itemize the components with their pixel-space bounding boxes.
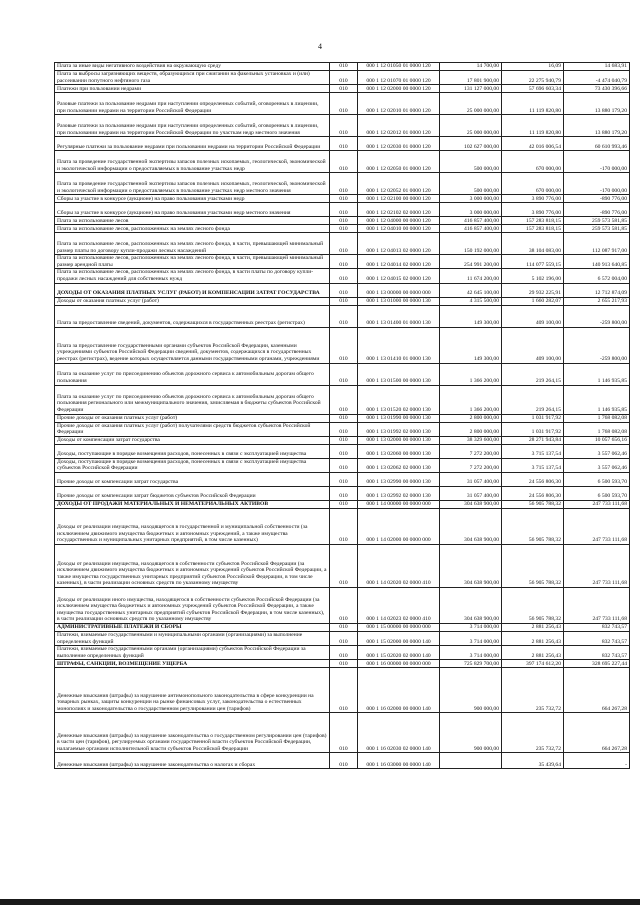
row-approved: 1 366 200,00	[440, 385, 502, 414]
row-unexecuted: 1 768 082,08	[564, 422, 630, 436]
table-row	[55, 500, 630, 508]
row-executed: 56 905 788,32	[502, 508, 564, 544]
table-row	[55, 283, 630, 297]
table-row	[55, 85, 630, 93]
row-approved: 304 638 900,00	[440, 508, 502, 544]
table-row	[55, 668, 630, 713]
row-name: Плата за предоставление государственными органами субъектов Российской Федерации, казенными учреждениями субъектов Российской Федерации сведений, документов, содержащихся в государственных реестрах (регистрах), ведение которых осуществляется данными государственными органами, учреждениями	[55, 327, 330, 363]
row-line-code: 010	[330, 422, 358, 436]
table-row	[55, 363, 630, 385]
table-row	[55, 713, 630, 753]
row-unexecuted: -4 474 040,79	[564, 71, 630, 85]
row-name: Денежные взыскания (штрафы) за нарушение антимонопольного законодательства в сфере конкуренции на товарных рынках, защиты конкуренции на рынке финансовых услуг, законодательства о естественных монополиях и законодательства о государственном регулировании цен (тарифов)	[55, 668, 330, 713]
row-name: Плата за использование лесов, расположенных на землях лесного фонда	[55, 225, 330, 233]
row-line-code: 010	[330, 646, 358, 660]
row-unexecuted: 832 743,57	[564, 631, 630, 645]
row-unexecuted: 140 913 640,85	[564, 255, 630, 269]
row-budget-code: 000 1 12 04015 02 0000 120	[358, 269, 440, 283]
row-name: Прочие доходы от компенсации затрат государства	[55, 472, 330, 486]
row-executed: 409 100,00	[502, 305, 564, 327]
row-budget-code: 000 1 12 01050 01 0000 120	[358, 63, 440, 71]
row-approved: 304 638 900,00	[440, 587, 502, 623]
row-budget-code: 000 1 13 02062 02 0000 130	[358, 458, 440, 472]
row-unexecuted: 664 267,28	[564, 668, 630, 713]
row-name: Доходы от реализации имущества, находящегося в государственной и муниципальной собственности (за исключением движимого имущества бюджетных и автономных учреждений, а также имущества государственных и муниципальных унитарных предприятий, в том числе казенных)	[55, 508, 330, 544]
row-approved: 2 800 000,00	[440, 414, 502, 422]
row-approved: 7 272 200,00	[440, 444, 502, 458]
table-row	[55, 173, 630, 195]
row-approved: 2 800 000,00	[440, 422, 502, 436]
row-budget-code: 000 1 13 01990 00 0000 130	[358, 414, 440, 422]
row-executed: 3 890 776,00	[502, 195, 564, 203]
row-executed: 235 732,72	[502, 668, 564, 713]
row-approved	[440, 753, 502, 769]
row-unexecuted: 3 557 062,46	[564, 444, 630, 458]
row-unexecuted: 6 572 004,00	[564, 269, 630, 283]
row-approved: 3 714 000,00	[440, 623, 502, 631]
row-approved: 3 000 000,00	[440, 195, 502, 203]
table-row	[55, 233, 630, 255]
row-executed: 29 932 225,91	[502, 283, 564, 297]
row-line-code: 010	[330, 283, 358, 297]
row-line-code: 010	[330, 63, 358, 71]
row-budget-code: 000 1 14 02020 02 0000 410	[358, 544, 440, 587]
row-name: Плата за выбросы загрязняющих веществ, образующихся при сжигании на факельных установках и (или) рассеивании попутного нефтяного газа	[55, 71, 330, 85]
scan-bottom-edge	[0, 899, 640, 905]
row-name: Плата за использование лесов, расположенных на землях лесного фонда, в части, превышающей минимальный размер платы по договору купли-продажи лесных насаждений	[55, 233, 330, 255]
table-row	[55, 587, 630, 623]
row-budget-code: 000 1 14 02000 00 0000 000	[358, 508, 440, 544]
row-line-code: 010	[330, 414, 358, 422]
row-line-code: 010	[330, 444, 358, 458]
row-unexecuted: 1 768 082,08	[564, 414, 630, 422]
row-line-code: 010	[330, 203, 358, 217]
row-line-code: 010	[330, 327, 358, 363]
row-name: Регулярные платежи за пользование недрами при пользовании недрами на территории Российской Федерации	[55, 137, 330, 151]
row-executed: 3 890 776,00	[502, 203, 564, 217]
row-budget-code: 000 1 12 02100 00 0000 120	[358, 195, 440, 203]
row-name: Плата за использование лесов	[55, 217, 330, 225]
row-executed: 3 715 137,54	[502, 444, 564, 458]
row-executed: 56 905 788,32	[502, 500, 564, 508]
row-name: Прочие доходы от компенсации затрат бюджетов субъектов Российской Федерации	[55, 486, 330, 500]
row-line-code: 010	[330, 85, 358, 93]
table-row	[55, 115, 630, 137]
row-executed: 157 283 818,15	[502, 225, 564, 233]
row-unexecuted: 247 733 111,68	[564, 500, 630, 508]
row-approved: 900 000,00	[440, 668, 502, 713]
row-unexecuted: 2 655 217,93	[564, 297, 630, 305]
row-budget-code: 000 1 12 02000 00 0000 120	[358, 85, 440, 93]
row-budget-code: 000 1 12 04014 02 0000 120	[358, 255, 440, 269]
row-name: Плата за предоставление сведений, документов, содержащихся в государственных реестрах (регистрах)	[55, 305, 330, 327]
row-unexecuted: 14 683,91	[564, 63, 630, 71]
row-unexecuted: -170 000,00	[564, 151, 630, 173]
row-executed: 397 174 612,20	[502, 660, 564, 668]
row-approved: 1 366 200,00	[440, 363, 502, 385]
row-name: Доходы от реализации иного имущества, находящегося в собственности субъектов Российской Федерации (за исключением имущества бюджетных и автономных учреждений субъектов Российской Федерации, а также имущества государственных унитарных предприятий субъектов Российской Федерации, в том числе казенных), в части реализации основных средств по указанному имуществу	[55, 587, 330, 623]
row-budget-code: 000 1 16 02000 00 0000 140	[358, 668, 440, 713]
row-unexecuted: 1 146 935,85	[564, 363, 630, 385]
row-unexecuted: -	[564, 753, 630, 769]
row-approved: 31 057 400,00	[440, 486, 502, 500]
row-name: Разовые платежи за пользование недрами при наступлении определенных событий, оговоренных в лицензии, при пользовании недрами на территории Российской Федерации по участкам недр местного значения	[55, 115, 330, 137]
table-row	[55, 753, 630, 769]
row-executed: 1 031 917,92	[502, 422, 564, 436]
row-name: АДМИНИСТРАТИВНЫЕ ПЛАТЕЖИ И СБОРЫ	[55, 623, 330, 631]
table-row	[55, 297, 630, 305]
row-budget-code: 000 1 12 02050 01 0000 120	[358, 151, 440, 173]
table-row	[55, 385, 630, 414]
table-row	[55, 151, 630, 173]
row-line-code: 010	[330, 195, 358, 203]
row-line-code: 010	[330, 472, 358, 486]
row-name: Плата за использование лесов, расположенных на землях лесного фонда, в части, превышающей минимальный размер арендной платы	[55, 255, 330, 269]
row-executed: 670 000,00	[502, 173, 564, 195]
row-line-code: 010	[330, 668, 358, 713]
row-approved: 31 057 400,00	[440, 472, 502, 486]
row-budget-code: 000 1 12 02030 01 0000 120	[358, 137, 440, 151]
row-approved: 4 315 500,00	[440, 297, 502, 305]
row-budget-code: 000 1 14 02023 02 0000 410	[358, 587, 440, 623]
row-approved: 304 638 900,00	[440, 544, 502, 587]
row-unexecuted: 1 146 935,85	[564, 385, 630, 414]
row-unexecuted: -259 800,00	[564, 305, 630, 327]
row-executed: 219 264,15	[502, 363, 564, 385]
row-line-code: 010	[330, 660, 358, 668]
row-line-code: 010	[330, 631, 358, 645]
row-unexecuted: 664 267,28	[564, 713, 630, 753]
row-unexecuted: 6 500 593,70	[564, 472, 630, 486]
row-name: Сборы за участие в конкурсе (аукционе) на право пользования участками недр	[55, 195, 330, 203]
row-approved: 25 000 000,00	[440, 93, 502, 115]
row-line-code: 010	[330, 305, 358, 327]
row-budget-code: 000 1 13 01410 01 0000 130	[358, 327, 440, 363]
row-approved: 3 714 000,00	[440, 631, 502, 645]
row-budget-code: 000 1 16 03000 00 0000 140	[358, 753, 440, 769]
row-executed: 11 119 820,80	[502, 115, 564, 137]
row-budget-code: 000 1 13 02000 00 0000 130	[358, 436, 440, 444]
row-name: Плата за проведение государственной экспертизы запасов полезных ископаемых, геологической, экономической и экологической информации о предоставляемых в пользование участках недр	[55, 151, 330, 173]
row-name: Доходы, поступающие в порядке возмещения расходов, понесенных в связи с эксплуатацией имущества	[55, 444, 330, 458]
table-row	[55, 660, 630, 668]
row-unexecuted: 3 557 062,46	[564, 458, 630, 472]
row-executed: 24 556 806,30	[502, 486, 564, 500]
row-name: ДОХОДЫ ОТ ПРОДАЖИ МАТЕРИАЛЬНЫХ И НЕМАТЕРИАЛЬНЫХ АКТИВОВ	[55, 500, 330, 508]
row-executed: 114 077 559,15	[502, 255, 564, 269]
table-row	[55, 436, 630, 444]
row-executed: 24 556 806,30	[502, 472, 564, 486]
table-row	[55, 414, 630, 422]
table-row	[55, 422, 630, 436]
table-row	[55, 63, 630, 71]
row-executed: 2 881 256,43	[502, 646, 564, 660]
row-unexecuted: 328 695 227,44	[564, 660, 630, 668]
row-name: Доходы от реализации имущества, находящегося в собственности субъектов Российской Федерации (за исключением движимого имущества бюджетных и автономных учреждений субъектов Российской Федерации, а также имущества государственных унитарных предприятий субъектов Российской Федерации, в том числе казенных), в части реализации основных средств по указанному имуществу	[55, 544, 330, 587]
row-executed: 235 732,72	[502, 713, 564, 753]
table-row	[55, 93, 630, 115]
row-name: Денежные взыскания (штрафы) за нарушение законодательства о налогах и сборах	[55, 753, 330, 769]
row-unexecuted: 10 057 656,16	[564, 436, 630, 444]
row-unexecuted: -890 776,00	[564, 195, 630, 203]
row-line-code: 010	[330, 753, 358, 769]
row-executed: 42 016 006,54	[502, 137, 564, 151]
row-line-code: 010	[330, 508, 358, 544]
row-budget-code: 000 1 16 00000 00 0000 000	[358, 660, 440, 668]
row-executed: 11 119 820,80	[502, 93, 564, 115]
row-name: ДОХОДЫ ОТ ОКАЗАНИЯ ПЛАТНЫХ УСЛУГ (РАБОТ) И КОМПЕНСАЦИИ ЗАТРАТ ГОСУДАРСТВА	[55, 283, 330, 297]
row-executed: 409 100,00	[502, 327, 564, 363]
row-executed: 2 881 256,43	[502, 631, 564, 645]
row-unexecuted: 832 743,57	[564, 623, 630, 631]
row-budget-code: 000 1 13 02060 00 0000 130	[358, 444, 440, 458]
row-budget-code: 000 1 15 02020 02 0000 140	[358, 646, 440, 660]
row-unexecuted: 247 733 111,68	[564, 587, 630, 623]
row-name: Плата за оказание услуг по присоединению объектов дорожного сервиса к автомобильным дорогам общего пользования	[55, 363, 330, 385]
row-executed: 3 715 137,54	[502, 458, 564, 472]
table-row	[55, 217, 630, 225]
row-line-code: 010	[330, 436, 358, 444]
row-name: Доходы от компенсации затрат государства	[55, 436, 330, 444]
row-name: Разовые платежи за пользование недрами при наступлении определенных событий, оговоренных в лицензии, при пользовании недрами на территории Российской Федерации	[55, 93, 330, 115]
row-executed: 219 264,15	[502, 385, 564, 414]
row-approved: 500 000,00	[440, 151, 502, 173]
row-approved: 14 700,00	[440, 63, 502, 71]
row-name: Плата за иные виды негативного воздействия на окружающую среду	[55, 63, 330, 71]
row-name: Сборы за участие в конкурсе (аукционе) на право пользования участками недр местного значения	[55, 203, 330, 217]
row-unexecuted: -890 776,00	[564, 203, 630, 217]
row-unexecuted: 259 573 581,85	[564, 225, 630, 233]
table-row	[55, 195, 630, 203]
row-unexecuted: 6 500 593,70	[564, 486, 630, 500]
row-budget-code: 000 1 12 04013 02 0000 120	[358, 233, 440, 255]
row-line-code: 010	[330, 269, 358, 283]
table-row	[55, 623, 630, 631]
row-name: Доходы, поступающие в порядке возмещения расходов, понесенных в связи с эксплуатацией имущества субъектов Российской Федерации	[55, 458, 330, 472]
table-row	[55, 255, 630, 269]
row-approved: 38 329 600,00	[440, 436, 502, 444]
row-approved: 416 857 400,00	[440, 217, 502, 225]
row-approved: 150 192 000,00	[440, 233, 502, 255]
row-budget-code: 000 1 13 01992 02 0000 130	[358, 422, 440, 436]
row-budget-code: 000 1 12 04000 00 0000 120	[358, 217, 440, 225]
row-line-code: 010	[330, 544, 358, 587]
row-name: Платежи при пользовании недрами	[55, 85, 330, 93]
row-approved: 42 645 100,00	[440, 283, 502, 297]
row-budget-code: 000 1 15 00000 00 0000 000	[358, 623, 440, 631]
row-executed: 56 905 788,32	[502, 544, 564, 587]
row-name: Платежи, взимаемые государственными органами (организациями) субъектов Российской Федерации за выполнение определенных функций	[55, 646, 330, 660]
table-row	[55, 486, 630, 500]
row-approved: 304 638 900,00	[440, 500, 502, 508]
row-unexecuted: 73 430 396,66	[564, 85, 630, 93]
row-budget-code: 000 1 13 02992 02 0000 130	[358, 486, 440, 500]
row-approved: 500 000,00	[440, 173, 502, 195]
income-report-table	[54, 62, 630, 769]
row-budget-code: 000 1 15 02000 00 0000 140	[358, 631, 440, 645]
row-line-code: 010	[330, 217, 358, 225]
row-executed: 1 660 282,07	[502, 297, 564, 305]
row-line-code: 010	[330, 500, 358, 508]
row-approved: 725 829 700,00	[440, 660, 502, 668]
table-row	[55, 225, 630, 233]
row-line-code: 010	[330, 363, 358, 385]
row-approved: 149 300,00	[440, 305, 502, 327]
row-line-code: 010	[330, 225, 358, 233]
table-row	[55, 71, 630, 85]
row-unexecuted: 832 743,57	[564, 646, 630, 660]
table-row	[55, 544, 630, 587]
row-executed: 670 000,00	[502, 151, 564, 173]
table-row	[55, 444, 630, 458]
table-row	[55, 305, 630, 327]
row-unexecuted: 112 087 917,00	[564, 233, 630, 255]
table-row	[55, 472, 630, 486]
row-approved: 900 000,00	[440, 713, 502, 753]
row-executed: 57 696 603,34	[502, 85, 564, 93]
row-line-code: 010	[330, 151, 358, 173]
row-approved: 149 300,00	[440, 327, 502, 363]
row-executed: 16,09	[502, 63, 564, 71]
row-line-code: 010	[330, 458, 358, 472]
row-budget-code: 000 1 12 02102 02 0000 120	[358, 203, 440, 217]
row-executed: 35 439,64	[502, 753, 564, 769]
row-unexecuted: -170 000,00	[564, 173, 630, 195]
table-row	[55, 508, 630, 544]
row-budget-code: 000 1 13 00000 00 0000 000	[358, 283, 440, 297]
row-budget-code: 000 1 12 04010 00 0000 120	[358, 225, 440, 233]
row-unexecuted: 12 712 874,09	[564, 283, 630, 297]
table-row	[55, 327, 630, 363]
row-line-code: 010	[330, 385, 358, 414]
row-line-code: 010	[330, 486, 358, 500]
row-name: Прочие доходы от оказания платных услуг (работ) получателями средств бюджетов субъектов Российской Федерации	[55, 422, 330, 436]
row-budget-code: 000 1 13 02990 00 0000 130	[358, 472, 440, 486]
row-approved: 254 991 200,00	[440, 255, 502, 269]
row-line-code: 010	[330, 713, 358, 753]
row-approved: 3 000 000,00	[440, 203, 502, 217]
row-unexecuted: 247 733 111,68	[564, 508, 630, 544]
row-name: ШТРАФЫ, САНКЦИИ, ВОЗМЕЩЕНИЕ УЩЕРБА	[55, 660, 330, 668]
row-unexecuted: 259 573 581,85	[564, 217, 630, 225]
row-budget-code: 000 1 13 01520 02 0000 130	[358, 385, 440, 414]
row-unexecuted: 13 880 179,20	[564, 115, 630, 137]
row-executed: 56 905 788,32	[502, 587, 564, 623]
row-line-code: 010	[330, 297, 358, 305]
row-line-code: 010	[330, 173, 358, 195]
row-executed: 157 283 818,15	[502, 217, 564, 225]
row-budget-code: 000 1 13 01500 00 0000 130	[358, 363, 440, 385]
row-budget-code: 000 1 12 02012 01 0000 120	[358, 115, 440, 137]
row-budget-code: 000 1 13 01400 01 0000 130	[358, 305, 440, 327]
table-row	[55, 646, 630, 660]
table-row	[55, 631, 630, 645]
row-line-code: 010	[330, 233, 358, 255]
row-executed: 22 275 940,79	[502, 71, 564, 85]
row-approved: 416 857 400,00	[440, 225, 502, 233]
row-name: Плата за оказание услуг по присоединению объектов дорожного сервиса к автомобильным дорогам общего пользования регионального или межмуниципального значения, зачисляемая в бюджеты субъектов Российской Федерации	[55, 385, 330, 414]
table-row	[55, 203, 630, 217]
row-executed: 5 102 196,00	[502, 269, 564, 283]
row-executed: 38 104 083,00	[502, 233, 564, 255]
row-unexecuted: 60 610 993,46	[564, 137, 630, 151]
row-approved: 3 714 000,00	[440, 646, 502, 660]
row-name: Доходы от оказания платных услуг (работ)	[55, 297, 330, 305]
row-name: Плата за проведение государственной экспертизы запасов полезных ископаемых, геологической, экономической и экологической информации о предоставляемых в пользование участках недр местного значения	[55, 173, 330, 195]
report-body	[55, 63, 630, 769]
row-line-code: 010	[330, 255, 358, 269]
row-executed: 1 031 917,92	[502, 414, 564, 422]
row-name: Денежные взыскания (штрафы) за нарушение законодательства о государственном регулировании цен (тарифов) в части цен (тарифов), регулируемых органами государственной власти субъектов Российской Федерации, налагаемые органами исполнительной власти субъектов Российской Федерации	[55, 713, 330, 753]
row-approved: 7 272 200,00	[440, 458, 502, 472]
row-name: Прочие доходы от оказания платных услуг (работ)	[55, 414, 330, 422]
table-row	[55, 137, 630, 151]
row-line-code: 010	[330, 587, 358, 623]
page-number: 4	[318, 42, 322, 51]
row-line-code: 010	[330, 623, 358, 631]
row-budget-code: 000 1 16 02030 02 0000 140	[358, 713, 440, 753]
row-name: Платежи, взимаемые государственными и муниципальными органами (организациями) за выполнение определенных функций	[55, 631, 330, 645]
row-line-code: 010	[330, 71, 358, 85]
row-line-code: 010	[330, 93, 358, 115]
row-budget-code: 000 1 14 00000 00 0000 000	[358, 500, 440, 508]
row-unexecuted: -259 800,00	[564, 327, 630, 363]
row-budget-code: 000 1 12 02010 01 0000 120	[358, 93, 440, 115]
row-executed: 2 881 256,43	[502, 623, 564, 631]
row-unexecuted: 247 733 111,68	[564, 544, 630, 587]
row-approved: 102 627 000,00	[440, 137, 502, 151]
row-executed: 28 271 943,84	[502, 436, 564, 444]
table-row	[55, 269, 630, 283]
row-approved: 131 127 000,00	[440, 85, 502, 93]
row-name: Плата за использование лесов, расположенных на землях лесного фонда, в части платы по договору купли-продажи лесных насаждений для собственных нужд	[55, 269, 330, 283]
table-row	[55, 458, 630, 472]
row-budget-code: 000 1 13 01000 00 0000 130	[358, 297, 440, 305]
row-approved: 17 801 900,00	[440, 71, 502, 85]
row-budget-code: 000 1 12 02052 01 0000 120	[358, 173, 440, 195]
row-approved: 11 674 200,00	[440, 269, 502, 283]
row-line-code: 010	[330, 115, 358, 137]
row-approved: 25 000 000,00	[440, 115, 502, 137]
row-budget-code: 000 1 12 01070 01 0000 120	[358, 71, 440, 85]
row-unexecuted: 13 880 179,20	[564, 93, 630, 115]
row-line-code: 010	[330, 137, 358, 151]
